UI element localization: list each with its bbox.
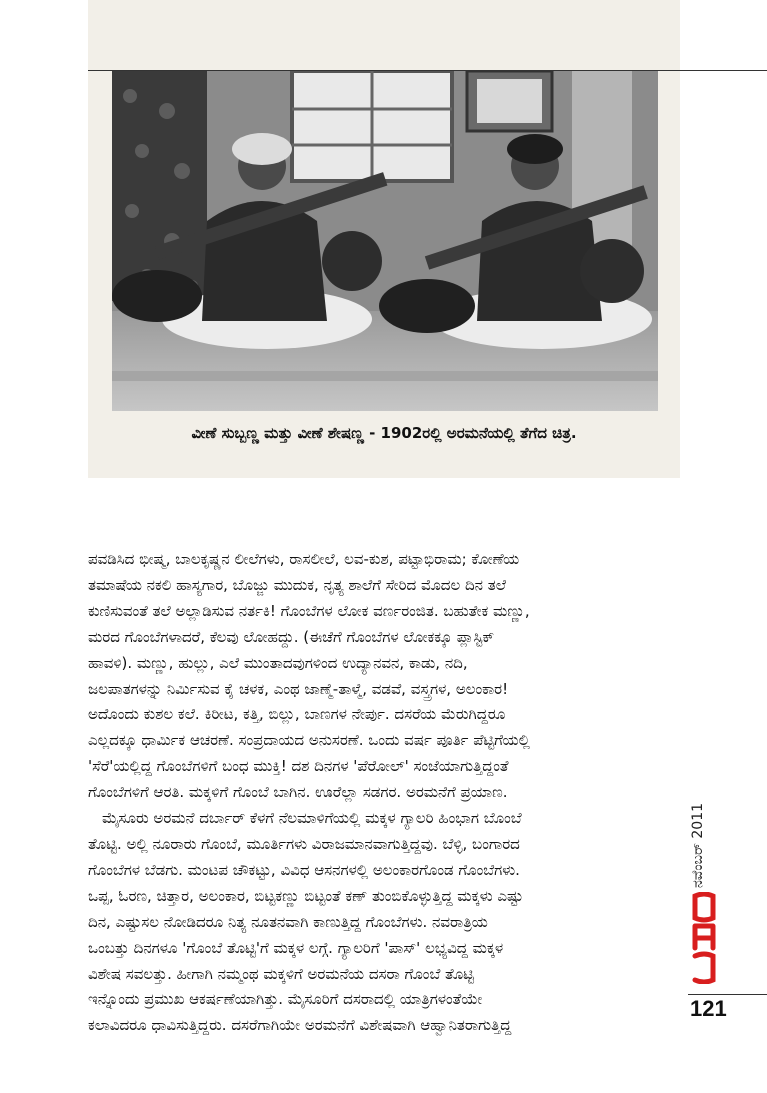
veena-players-photo bbox=[112, 71, 658, 411]
article-line: ಕಲಾವಿದರೂ ಧಾವಿಸುತ್ತಿದ್ದರು. ದಸರೆಗಾಗಿಯೇ ಅರಮನೆಗೆ ವಿಶೇಷವಾಗಿ ಆಹ್ವಾನಿತರಾಗುತ್ತಿದ್ದ bbox=[88, 1016, 512, 1035]
page-number: 121 bbox=[690, 996, 727, 1021]
issue-date: ನವೆಂಬರ್ 2011 bbox=[690, 802, 706, 888]
footer-rule bbox=[688, 994, 767, 995]
article-line: ಹಾವಳಿ). ಮಣ್ಣು, ಹುಲ್ಲು, ಎಲೆ ಮುಂತಾದವುಗಳಿಂದ ಉದ್ಯಾನವನ, ಕಾಡು, ನದಿ, bbox=[88, 653, 468, 672]
article-line: ಮೈಸೂರು ಅರಮನೆ ದರ್ಬಾರ್ ಕೆಳಗೆ ನೆಲಮಾಳಿಗೆಯಲ್ಲಿ ಮಕ್ಕಳ ಗ್ಯಾಲರಿ ಹಿಂಭಾಗ ಬೊಂಬೆ bbox=[102, 809, 522, 828]
article-line: ಗೊಂಬೆಗಳ ಬೆಡಗು. ಮಂಟಪ ಚೌಕಟ್ಟು, ವಿವಿಧ ಆಸನಗಳಲ್ಲಿ ಅಲಂಕಾರಗೊಂಡ ಗೊಂಬೆಗಳು. bbox=[88, 860, 520, 879]
article-line: ಎಲ್ಲದಕ್ಕೂ ಧಾರ್ಮಿಕ ಆಚರಣೆ. ಸಂಪ್ರದಾಯದ ಅನುಸರಣೆ. ಒಂದು ವರ್ಷ ಪೂರ್ತಿ ಪೆಟ್ಟಿಗೆಯಲ್ಲಿ bbox=[88, 731, 530, 750]
mayura-logo bbox=[691, 892, 717, 984]
article-line: ತೊಟ್ಟಿ. ಅಲ್ಲಿ ನೂರಾರು ಗೊಂಬೆ, ಮೂರ್ತಿಗಳು ವಿರಾಜಮಾನವಾಗುತ್ತಿದ್ದವು. ಬೆಳ್ಳಿ, ಬಂಗಾರದ bbox=[88, 834, 520, 853]
photo-caption: ವೀಣೆ ಸುಬ್ಬಣ್ಣ ಮತ್ತು ವೀಣೆ ಶೇಷಣ್ಣ - 1902ರಲ್ಲಿ ಅರಮನೆಯಲ್ಲಿ ತೆಗೆದ ಚಿತ್ರ. bbox=[191, 424, 577, 442]
article-line: ದಿನ, ಎಷ್ಟುಸಲ ನೋಡಿದರೂ ನಿತ್ಯ ನೂತನವಾಗಿ ಕಾಣುತ್ತಿದ್ದ ಗೊಂಬೆಗಳು. ನವರಾತ್ರಿಯ bbox=[88, 912, 488, 931]
article-line: ಜಲಪಾತಗಳನ್ನು ನಿರ್ಮಿಸುವ ಕೈ ಚಳಕ, ಎಂಥ ಜಾಣ್ಮೆ-ತಾಳ್ಮೆ, ವಡವೆ, ವಸ್ತ್ರಗಳ, ಅಲಂಕಾರ! bbox=[88, 679, 509, 698]
article-line: ಮರದ ಗೊಂಬೆಗಳಾದರೆ, ಕೆಲವು ಲೋಹದ್ದು. (ಈಚೆಗೆ ಗೊಂಬೆಗಳ ಲೋಕಕ್ಕೂ ಪ್ಲಾಸ್ಟಿಕ್ bbox=[88, 627, 495, 646]
article-line: ತಮಾಷೆಯ ನಕಲಿ ಹಾಸ್ಯಗಾರ, ಬೊಜ್ಜು ಮುದುಕ, ನೃತ್ಯ ಶಾಲೆಗೆ ಸೇರಿದ ಮೊದಲ ದಿನ ತಲೆ bbox=[88, 575, 507, 594]
article-line: ಅದೊಂದು ಕುಶಲ ಕಲೆ. ಕಿರೀಟ, ಕತ್ತಿ, ಬಿಲ್ಲು, ಬಾಣಗಳ ನೇರ್ಪು. ದಸರೆಯ ಮೆರುಗಿದ್ದರೂ bbox=[88, 705, 506, 724]
article-line: ಒಪ್ಪ, ಓರಣ, ಚಿತ್ತಾರ, ಅಲಂಕಾರ, ಬಿಟ್ಟಕಣ್ಣು ಬಿಟ್ಟಂತೆ ಕಣ್ ತುಂಬಿಕೊಳ್ಳುತ್ತಿದ್ದ ಮಕ್ಕಳು ಎಷ್ಟು bbox=[88, 886, 524, 905]
article-line: ಗೊಂಬೆಗಳಿಗೆ ಆರತಿ. ಮಕ್ಕಳಿಗೆ ಗೊಂಬೆ ಬಾಗಿನ. ಊರೆಲ್ಲಾ ಸಡಗರ. ಅರಮನೆಗೆ ಪ್ರಯಾಣ. bbox=[88, 783, 508, 802]
article-line: ಇನ್ನೊಂದು ಪ್ರಮುಖ ಆಕರ್ಷಣೆಯಾಗಿತ್ತು. ಮೈಸೂರಿಗೆ ದಸರಾದಲ್ಲಿ ಯಾತ್ರಿಗಳಂತೆಯೇ bbox=[88, 990, 483, 1009]
article-line: 'ಸೆರೆ'ಯಲ್ಲಿದ್ದ ಗೊಂಬೆಗಳಿಗೆ ಬಂಧ ಮುಕ್ತಿ! ದಶ ದಿನಗಳ 'ಪೆರೋಲ್' ಸಂಜೆಯಾಗುತ್ತಿದ್ದಂತೆ bbox=[88, 757, 509, 776]
article-line: ಒಂಬತ್ತು ದಿನಗಳೂ 'ಗೊಂಬೆ ತೊಟ್ಟಿ'ಗೆ ಮಕ್ಕಳ ಲಗ್ಗೆ. ಗ್ಯಾಲರಿಗೆ 'ಪಾಸ್' ಲಭ್ಯವಿದ್ದ ಮಕ್ಕಳ bbox=[88, 938, 504, 957]
article-body bbox=[88, 547, 663, 1039]
article-line: ವಿಶೇಷ ಸವಲತ್ತು. ಹೀಗಾಗಿ ನಮ್ಮಂಥ ಮಕ್ಕಳಿಗೆ ಅರಮನೆಯ ದಸರಾ ಗೊಂಬೆ ತೊಟ್ಟಿ bbox=[88, 964, 475, 983]
article-line: ಕುಣಿಸುವಂತೆ ತಲೆ ಅಲ್ಲಾಡಿಸುವ ನರ್ತಕಿ! ಗೊಂಬೆಗಳ ಲೋಕ ವರ್ಣರಂಜಿತ. ಬಹುತೇಕ ಮಣ್ಣು, bbox=[88, 601, 530, 620]
article-line: ಪವಡಿಸಿದ ಭೀಷ್ಮ, ಬಾಲಕೃಷ್ಣನ ಲೀಲೆಗಳು, ರಾಸಲೀಲೆ, ಲವ-ಕುಶ, ಪಟ್ಟಾಭಿರಾಮ; ಕೋಣೆಯ bbox=[88, 550, 520, 568]
veena-players-illustration bbox=[112, 71, 658, 411]
